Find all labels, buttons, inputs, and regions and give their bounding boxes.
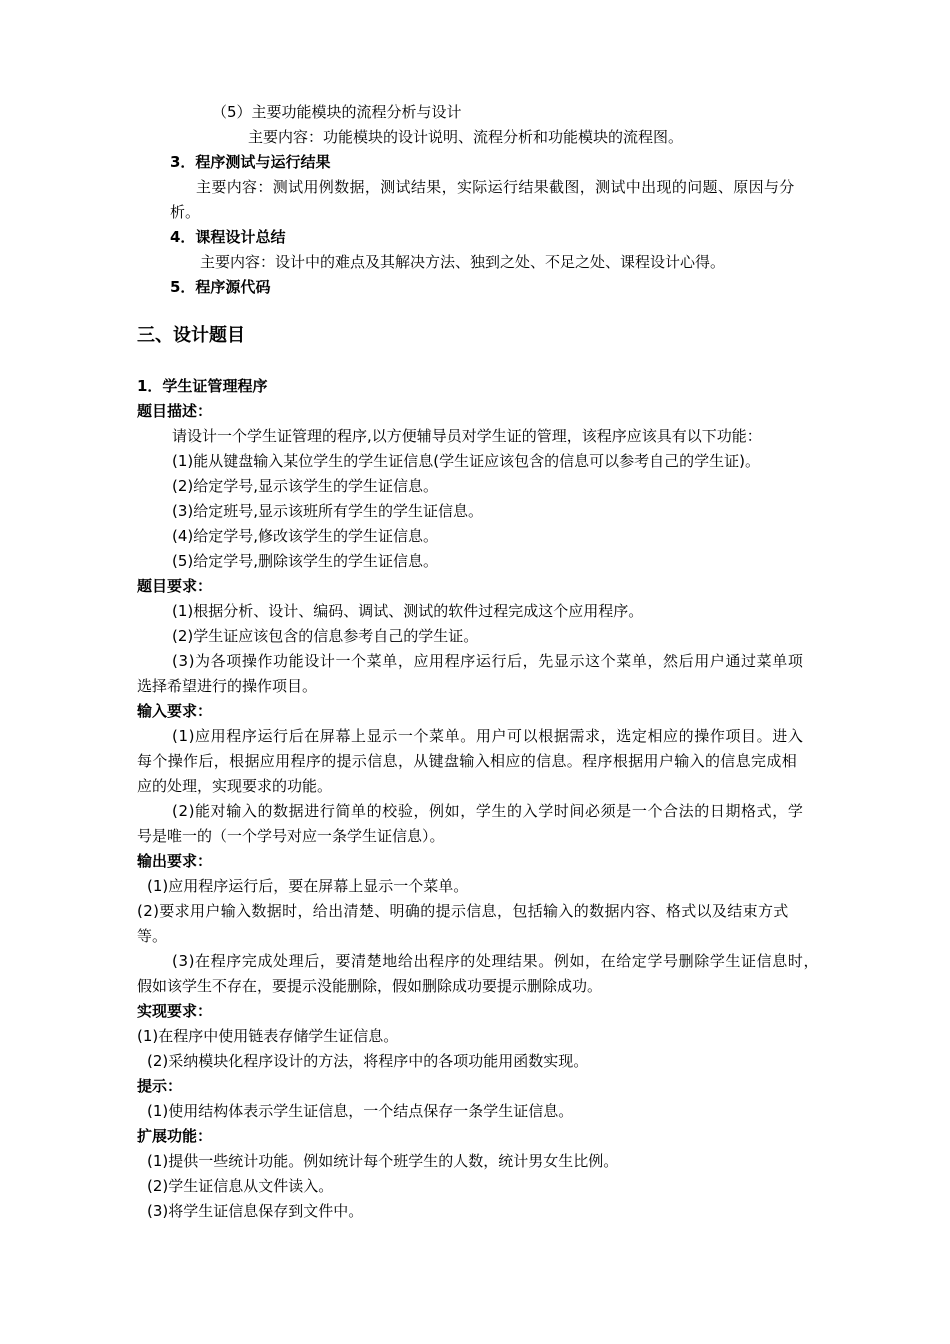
output-heading: 输出要求： — [137, 852, 213, 870]
input-item-line1: (1)应用程序运行后在屏幕上显示一个菜单。用户可以根据需求，选定相应的操作项目。进入 — [172, 727, 804, 745]
input-heading: 输入要求： — [137, 702, 213, 720]
section-heading: 三、设计题目 — [137, 325, 245, 346]
input-item-line3: 应的处理，实现要求的功能。 — [137, 777, 333, 795]
function-item: (4)给定学号,修改该学生的学生证信息。 — [172, 527, 439, 545]
function-item: (5)给定学号,删除该学生的学生证信息。 — [172, 552, 439, 570]
extension-item: (2)学生证信息从文件读入。 — [147, 1177, 334, 1195]
hint-item: (1)使用结构体表示学生证信息，一个结点保存一条学生证信息。 — [147, 1102, 574, 1120]
implementation-item: (1)在程序中使用链表存储学生证信息。 — [137, 1027, 399, 1045]
item5-heading: （5）主要功能模块的流程分析与设计 — [212, 103, 462, 121]
item5-content: 主要内容：功能模块的设计说明、流程分析和功能模块的流程图。 — [248, 128, 684, 146]
function-item: (1)能从键盘输入某位学生的学生证信息(学生证应该包含的信息可以参考自己的学生证)。 — [172, 452, 760, 470]
output-item-3-line1: (3)在程序完成处理后，要清楚地给出程序的处理结果。例如，在给定学号删除学生证信息时， — [172, 952, 820, 970]
extension-heading: 扩展功能： — [137, 1127, 213, 1145]
requirements-heading: 题目要求： — [137, 577, 213, 595]
requirement-item: (2)学生证应该包含的信息参考自己的学生证。 — [172, 627, 479, 645]
section3-4-title: 4．课程设计总结 — [170, 228, 286, 246]
implementation-item: (2)采纳模块化程序设计的方法，将程序中的各项功能用函数实现。 — [147, 1052, 589, 1070]
input-item-2-line2: 号是唯一的（一个学号对应一条学生证信息）。 — [137, 827, 445, 845]
section3-5-title: 5．程序源代码 — [170, 278, 271, 296]
requirement-item-line2: 选择希望进行的操作项目。 — [137, 677, 318, 695]
extension-item: (3)将学生证信息保存到文件中。 — [147, 1202, 364, 1220]
input-item-line2: 每个操作后，根据应用程序的提示信息，从键盘输入相应的信息。程序根据用户输入的信息完成相 — [137, 752, 798, 770]
topic-title: 1．学生证管理程序 — [137, 377, 268, 395]
section3-3-content-line2: 析。 — [170, 203, 201, 221]
implementation-heading: 实现要求： — [137, 1002, 213, 1020]
input-item-2-line1: (2)能对输入的数据进行简单的校验，例如，学生的入学时间必须是一个合法的日期格式，学 — [172, 802, 804, 820]
function-item: (3)给定班号,显示该班所有学生的学生证信息。 — [172, 502, 484, 520]
hint-heading: 提示： — [137, 1077, 183, 1095]
section3-3-title: 3．程序测试与运行结果 — [170, 153, 331, 171]
output-item-2-line2: 等。 — [137, 927, 168, 945]
output-item-2-line1: (2)要求用户输入数据时，给出清楚、明确的提示信息，包括输入的数据内容、格式以及结束方式 — [137, 902, 789, 920]
section3-3-content-line1: 主要内容：测试用例数据，测试结果，实际运行结果截图，测试中出现的问题、原因与分 — [196, 178, 795, 196]
extension-item: (1)提供一些统计功能。例如统计每个班学生的人数，统计男女生比例。 — [147, 1152, 619, 1170]
description-heading: 题目描述： — [137, 402, 213, 420]
function-item: (2)给定学号,显示该学生的学生证信息。 — [172, 477, 439, 495]
requirement-item: (1)根据分析、设计、编码、调试、测试的软件过程完成这个应用程序。 — [172, 602, 644, 620]
output-item: (1)应用程序运行后，要在屏幕上显示一个菜单。 — [147, 877, 469, 895]
description-intro: 请设计一个学生证管理的程序,以方便辅导员对学生证的管理，该程序应该具有以下功能： — [172, 427, 762, 445]
section3-4-content: 主要内容：设计中的难点及其解决方法、独到之处、不足之处、课程设计心得。 — [200, 253, 726, 271]
output-item-3-line2: 假如该学生不存在，要提示没能删除，假如删除成功要提示删除成功。 — [137, 977, 603, 995]
requirement-item-line1: (3)为各项操作功能设计一个菜单，应用程序运行后，先显示这个菜单，然后用户通过菜单项 — [172, 652, 804, 670]
